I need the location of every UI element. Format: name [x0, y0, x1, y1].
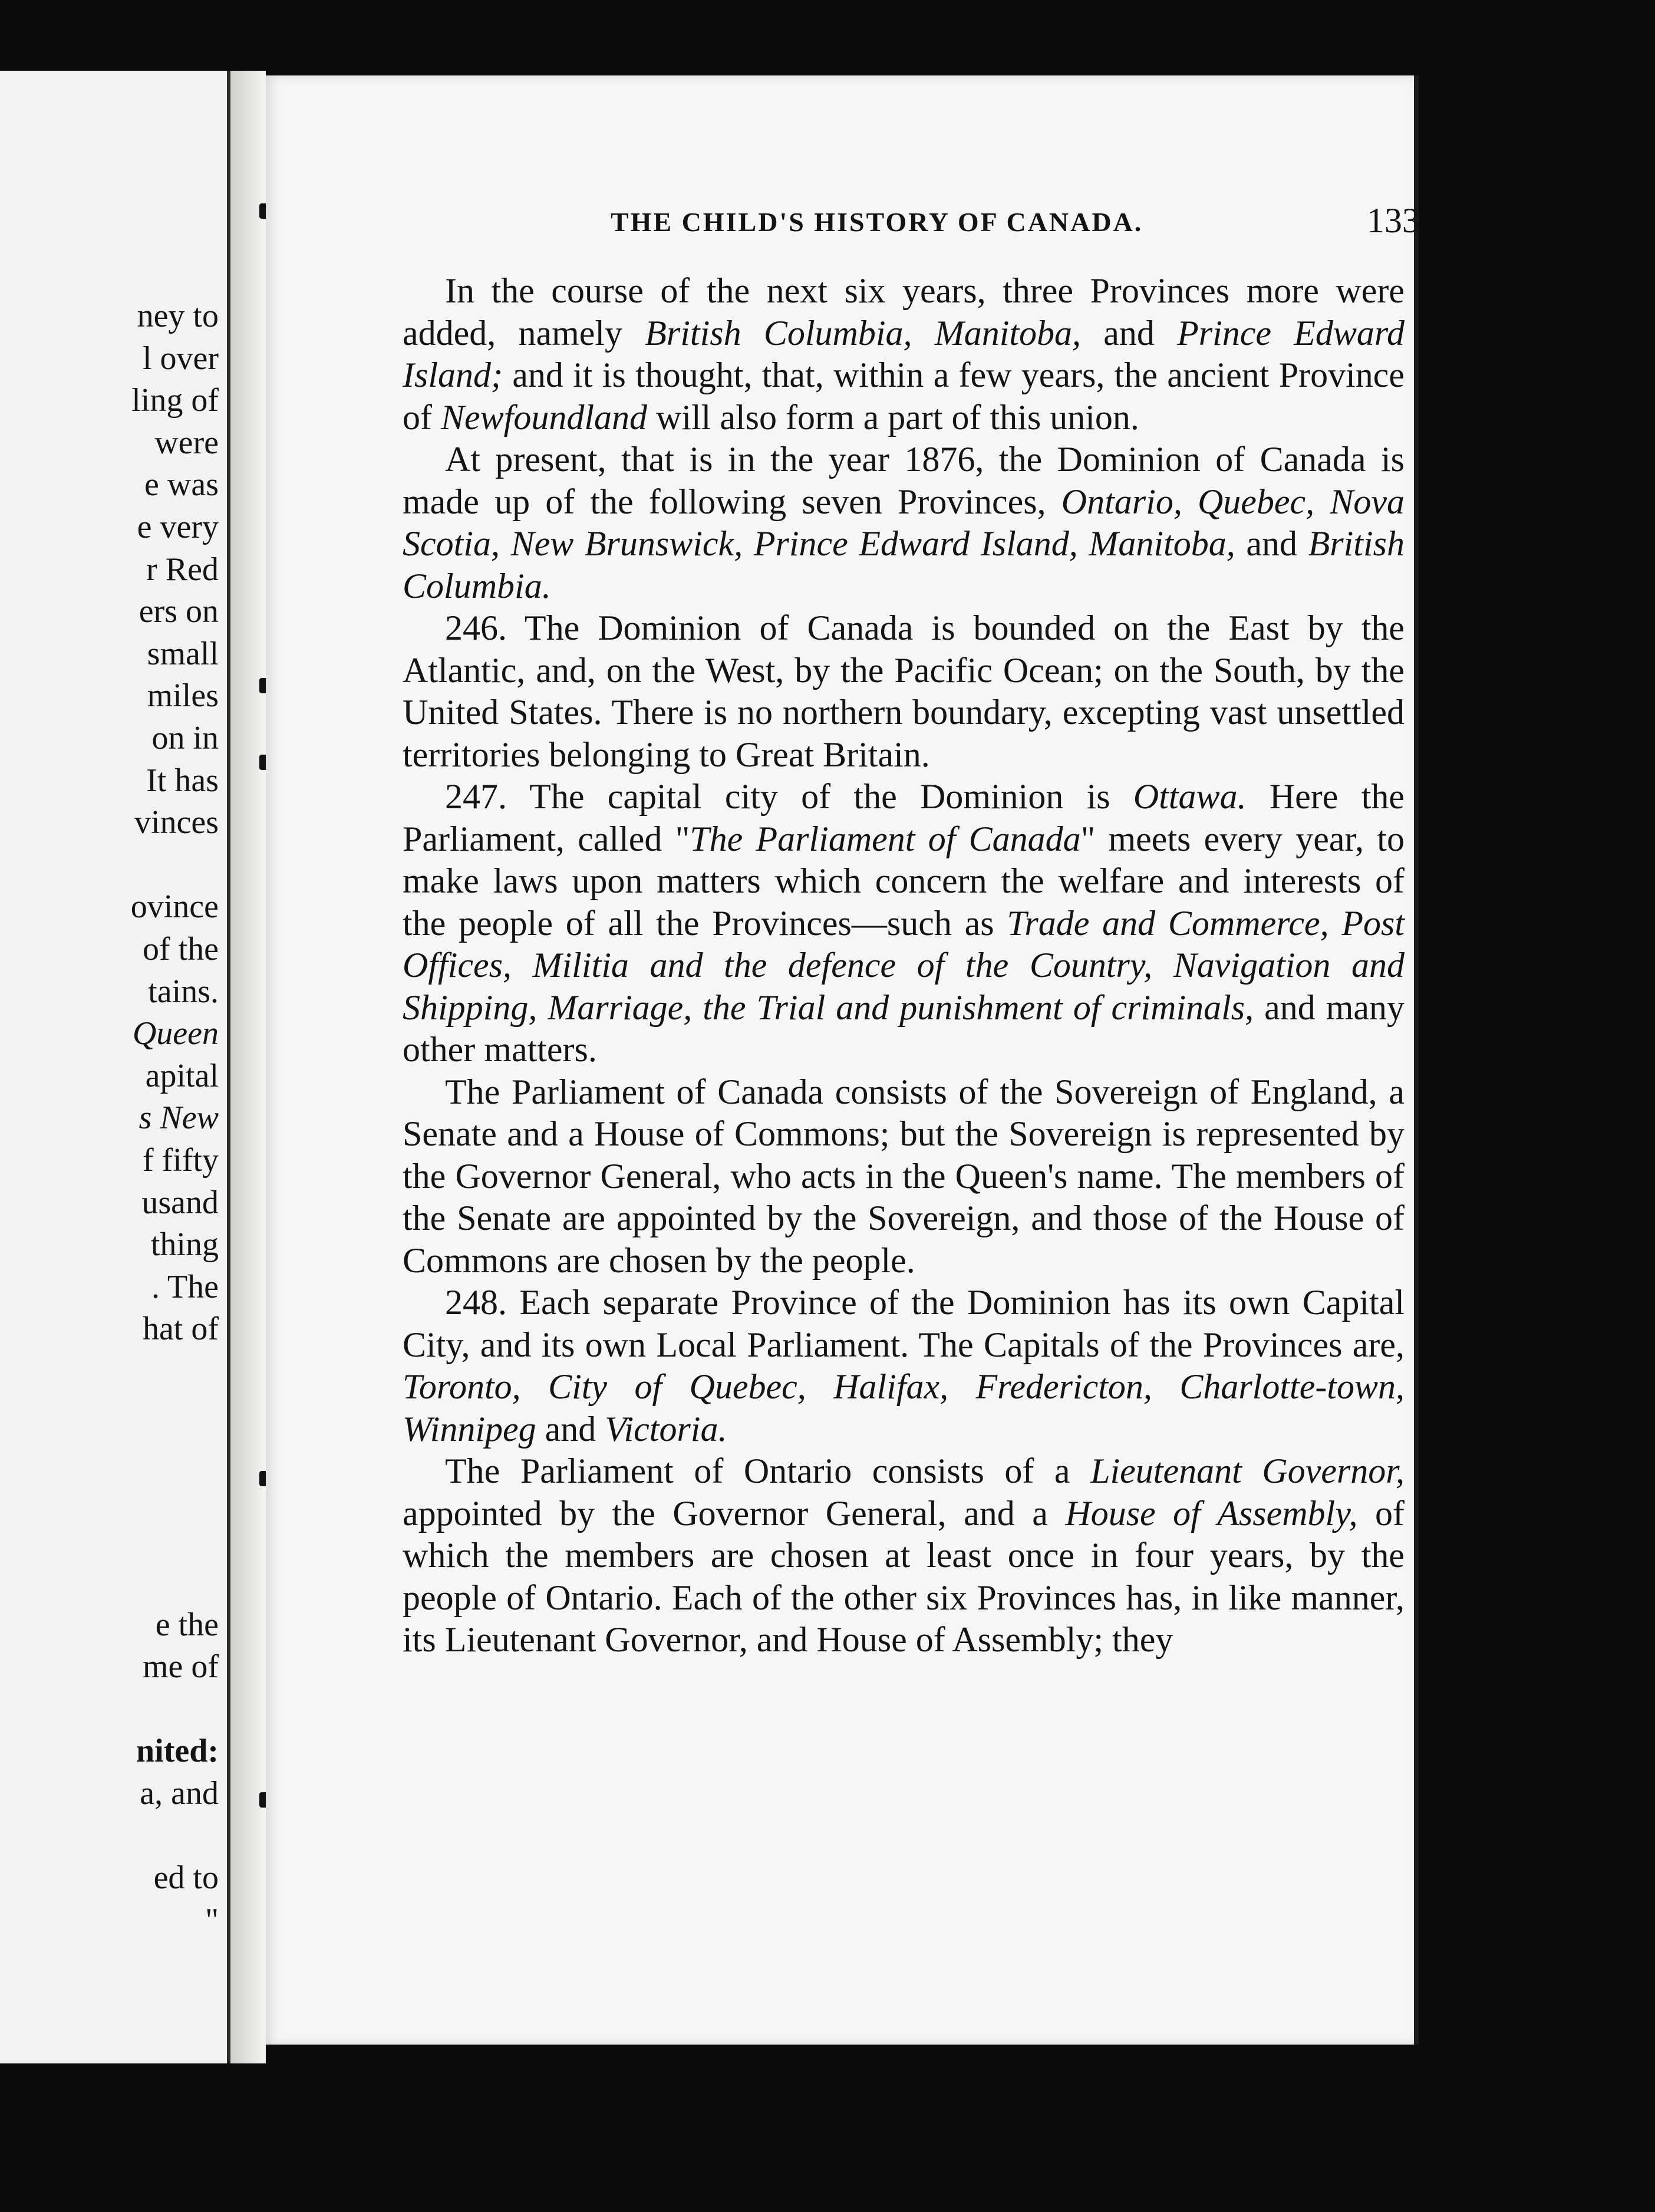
facing-page-line: thing [150, 1226, 219, 1263]
facing-page-line: usand [141, 1184, 219, 1221]
page-number: 133 [1367, 201, 1420, 240]
facing-page-line: vinces [134, 804, 219, 841]
text-run: and [1081, 313, 1178, 353]
paragraph [403, 776, 1405, 1071]
paragraph [403, 1450, 1405, 1661]
facing-page-line: miles [147, 677, 219, 715]
facing-page-line: ed to [153, 1859, 219, 1897]
facing-page-line: It has [146, 762, 219, 799]
facing-page-line: on in [151, 720, 219, 756]
facing-page-line: ling of [131, 382, 219, 419]
paragraph [403, 270, 1405, 439]
text-run: will also form a part of this union. [647, 397, 1139, 437]
facing-page-line: Queen [132, 1015, 219, 1052]
facing-page-line: f fifty [142, 1142, 219, 1179]
text-run: " meets every year, to make laws upon matters which concern the welfare and interests of the people of all the Provinces—such as [403, 819, 1405, 943]
italic-text: Lieutenant Governor, [1090, 1451, 1405, 1490]
facing-page-line: ney to [137, 298, 219, 334]
facing-page-line: apital [145, 1057, 219, 1094]
italic-text: British Columbia, Manitoba, [645, 313, 1082, 353]
italic-text: Ontario, Quebec, Nova Scotia, New Brunswick, Prince Edward Island, Manitoba, [403, 482, 1405, 563]
italic-text: The Parliament of Canada [690, 819, 1081, 858]
facing-page-line: " [205, 1901, 219, 1938]
text-run: The Parliament of Ontario consists of a [445, 1451, 1091, 1490]
facing-page-line: small [147, 635, 219, 672]
text-run: In the course of the next six years, three Provinces more were added, namely [403, 271, 1405, 353]
facing-page-line: s New [139, 1100, 219, 1137]
text-run: Here the Parliament, called " [403, 777, 1405, 858]
facing-page-line: ers on [139, 593, 219, 630]
text-run: 247. The capital city of the Dominion is [445, 777, 1133, 816]
paragraph [403, 1071, 1405, 1282]
italic-text: Victoria. [605, 1409, 727, 1449]
text-run: 246. The Dominion of Canada is bounded on the East by the Atlantic, and, on the West, by the Pacific Ocean; on the South, by the United States. There is no northern boundary, excepting vast unsettled territories belonging to Great Britain. [403, 608, 1405, 774]
facing-page-line: e very [137, 509, 219, 545]
facing-page-line: nited: [136, 1733, 219, 1770]
text-run: and it is thought, that, within a few years, the ancient Province of [403, 356, 1405, 437]
text-run: The Parliament of Canada consists of the Sovereign of England, a Senate and a House of Commons; but the Sovereign is represented by the Governor General, who acts in the Queen's name. The members of the Senate are appointed by the Sovereign, and those of the House of Commons are chosen by the people. [403, 1072, 1405, 1280]
italic-text: Newfoundland [440, 397, 647, 437]
facing-page-line: . The [151, 1268, 219, 1305]
italic-text: Toronto, City of Quebec, Halifax, Fredericton, Charlotte-town, Winnipeg [403, 1367, 1405, 1449]
text-run: and many other matters. [403, 988, 1405, 1069]
facing-page-line: were [154, 424, 219, 461]
facing-page-line: tains. [148, 973, 219, 1010]
facing-page-line: a, and [140, 1775, 219, 1812]
italic-text: Prince Edward Island; [403, 313, 1405, 394]
text-run: of which the members are chosen at least once in four years, by the people of Ontario. Each of the other six Provinces has, in like manner, its Lieutenant Governor, and House of Assembly; they [403, 1493, 1405, 1659]
body-text [403, 270, 1405, 1661]
book-gutter [230, 71, 266, 2063]
facing-page-line: me of [142, 1648, 219, 1686]
facing-page-line: r Red [146, 551, 219, 588]
facing-page-fragment [0, 71, 230, 2063]
text-run: and [536, 1409, 605, 1449]
facing-page-line: of the [142, 931, 219, 967]
book-page [266, 75, 1419, 2045]
text-run: At present, that is in the year 1876, the Dominion of Canada is made up of the following seven Provinces, [403, 440, 1405, 521]
facing-page-line: e was [144, 466, 219, 503]
italic-text: Trade and Commerce, Post Offices, Militia and the defence of the Country, Navigation and Shipping, Marriage, the Trial and punishment of criminals, [403, 903, 1405, 1027]
running-head: THE CHILD'S HISTORY OF CANADA. [611, 207, 1143, 237]
italic-text: House of Assembly, [1065, 1493, 1358, 1533]
facing-page-line: l over [142, 340, 219, 377]
italic-text: British Columbia. [403, 524, 1405, 605]
paragraph [403, 439, 1405, 607]
text-run: 248. Each separate Province of the Dominion has its own Capital City, and its own Local Parliament. The Capitals of the Provinces are, [403, 1283, 1405, 1364]
text-run: appointed by the Governor General, and a [403, 1493, 1066, 1533]
facing-page-line: e the [155, 1606, 219, 1643]
text-run: and [1235, 524, 1308, 563]
facing-page-line: hat of [142, 1311, 219, 1348]
facing-page-line: ovince [130, 888, 219, 926]
paragraph [403, 607, 1405, 776]
italic-text: Ottawa. [1133, 777, 1247, 816]
paragraph [403, 1282, 1405, 1450]
